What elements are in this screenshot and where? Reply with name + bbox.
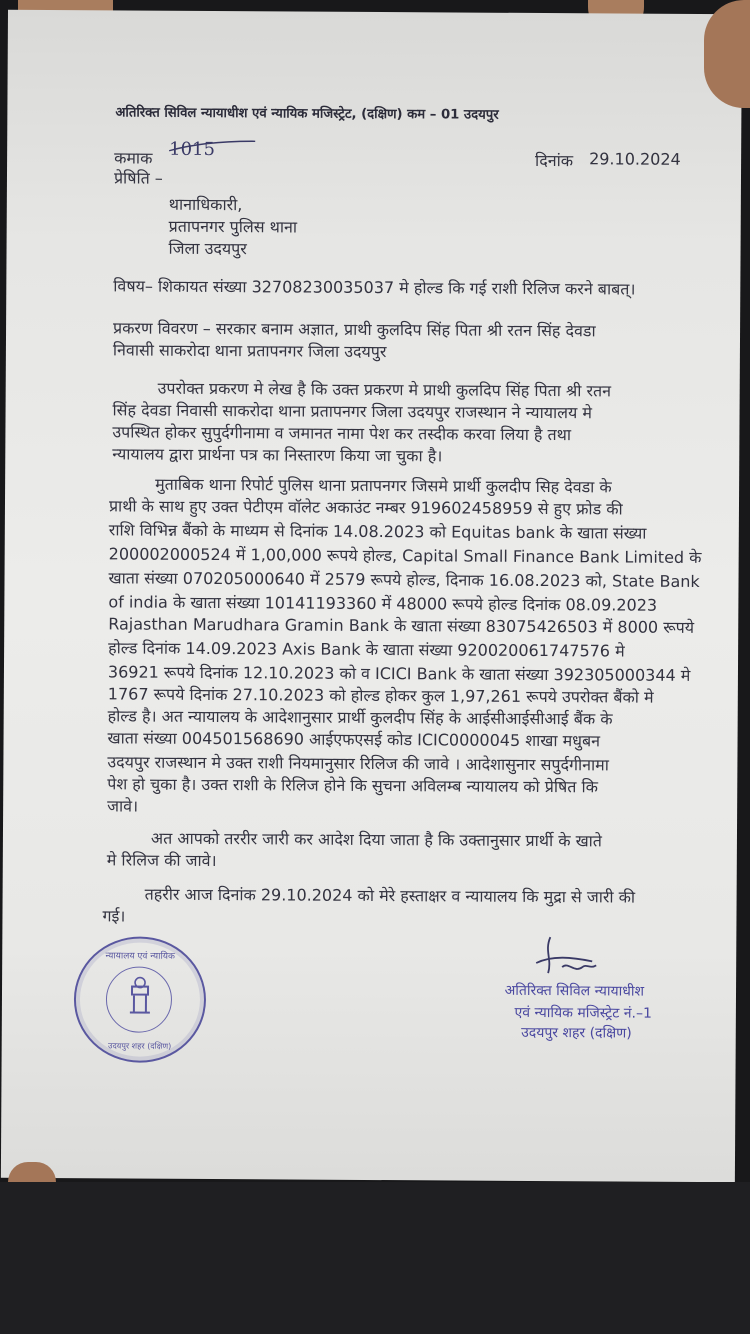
recipient-line1: थानाधिकारी, <box>168 194 243 215</box>
para2-line: खाता संख्या 070205000640 में 2579 रूपये होल्ड, दिनाक 16.08.2023 को, State Bank <box>108 568 700 591</box>
seal-inner-ring <box>106 966 172 1032</box>
para2-line: होल्ड दिनांक 14.09.2023 Axis Bank के खाता संख्या 920020061747576 मे <box>108 638 625 661</box>
recipient-line2: प्रतापनगर पुलिस थाना <box>168 216 298 237</box>
para2-line: राशि विभिन्न बैंको के माध्यम से दिनांक 14.08.2023 को Equitas bank के खाता संख्या <box>108 520 647 543</box>
para1-line: सिंह देवडा निवासी साकरोदा थाना प्रतापनगर जिला उदयपुर राजस्थान ने न्यायालय मे <box>112 400 593 423</box>
para2-line: उदयपुर राजस्थान मे उक्त राशी नियमानुसार रिलिज की जावे । आदेशासुनार सपुर्दगीनामा <box>107 752 609 775</box>
court-letter <box>1 10 742 1182</box>
para1-line: उपस्थित होकर सुपुर्दगीनामा व जमानत नामा पेश कर तस्दीक करवा लिया है तथा <box>112 422 572 445</box>
para4-line: तहरीर आज दिनांक 29.10.2024 को मेरे हस्ताक्षर व न्यायालय कि मुद्रा से जारी की <box>144 884 636 907</box>
para2-line: 1767 रूपये दिनांक 27.10.2023 को होल्ड होकर कुल 1,97,261 रूपये उपरोक्त बैंको मे <box>107 684 654 707</box>
para2-line: of india के खाता संख्या 10141193360 में 48000 रूपये होल्ड दिनांक 08.09.2023 <box>108 592 658 615</box>
para2-line: 36921 रूपये दिनांक 12.10.2023 को व ICICI Bank के खाता संख्या 392305000344 मे <box>107 662 691 685</box>
para2-line: Rajasthan Marudhara Gramin Bank के खाता संख्या 83075426503 में 8000 रूपये <box>108 614 695 637</box>
para2-line: 200002000524 में 1,00,000 रूपये होल्ड, Capital Small Finance Bank Limited के <box>108 544 702 568</box>
para2-line: जावे। <box>107 796 139 816</box>
para3-line: अत आपको तररीर जारी कर आदेश दिया जाता है कि उक्तानुसार प्रार्थी के खाते <box>150 828 603 851</box>
para2-line: खाता संख्या 004501568690 आईएफएसई कोड ICIC0000045 शाखा मधुबन <box>107 728 601 751</box>
para2-line: पेश हो चुका है। उक्त राशी के रिलिज होने कि सुचना अविलम्ब न्यायालय को प्रेषित कि <box>107 774 598 797</box>
stamp-line1: अतिरिक्त सिविल न्यायाधीश <box>504 982 645 1000</box>
stamp-line3: उदयपुर शहर (दक्षिण) <box>521 1024 632 1042</box>
svg-text:उदयपुर शहर (दक्षिण): उदयपुर शहर (दक्षिण) <box>108 1041 172 1051</box>
svg-text:न्यायालय एवं न्यायिक: न्यायालय एवं न्यायिक <box>105 951 175 962</box>
recipient-line3: जिला उदयपुर <box>168 238 247 259</box>
para3-line: मे रिलिज की जावे। <box>106 850 217 871</box>
ref-number: 1015 <box>169 138 216 161</box>
para2-line: प्राथी के साथ हुए उक्त पेटीएम वॉलेट अकाउंट नम्बर 919602458959 से हुए फ्रोड की <box>108 496 623 519</box>
underline-scribble <box>167 139 257 156</box>
case-details-line: निवासी साकरोदा थाना प्रतापनगर जिला उदयपुर <box>112 340 387 362</box>
right-thumb <box>704 0 750 108</box>
case-text: प्रकरण विवरण – सरकार बनाम अज्ञात, प्राथी कुलदिप सिंह पिता श्री रतन सिंह देवडा <box>113 318 596 341</box>
stamp-line2: एवं न्यायिक मजिस्ट्रेट नं.–1 <box>514 1004 652 1022</box>
para2-line: मुताबिक थाना रिपोर्ट पुलिस थाना प्रतापनगर जिसमे प्रार्थी कुलदीप सिह देवडा के <box>155 474 612 497</box>
letter-date: 29.10.2024 <box>589 149 681 169</box>
date-label: दिनांक <box>535 150 574 171</box>
para4-line: गई। <box>102 906 126 926</box>
recipient-prefix: प्रेषिति – <box>113 168 163 188</box>
para1-line: उपरोक्त प्रकरण मे लेख है कि उक्त प्रकरण मे प्राथी कुलदिप सिंह पिता श्री रतन <box>157 378 612 401</box>
subject-line: विषय– शिकायत संख्या 32708230035037 मे होल्ड कि गई राशी रिलिज करने बाबत्। <box>113 276 636 299</box>
letter-heading: अतिरिक्त सिविल न्यायाधीश एवं न्यायिक मजिस्ट्रेट, (दक्षिण) कम – 01 उदयपुर <box>115 105 499 123</box>
para1-line: न्यायालय द्वारा प्रार्थना पत्र का निस्तारण किया जा चुका है। <box>112 444 443 466</box>
para2-line: होल्ड है। अत न्यायालय के आदेशानुसार प्रार्थी कुलदीप सिंह के आईसीआईसीआई बैंक के <box>107 706 613 729</box>
ref-label: कमाक <box>114 148 153 168</box>
court-seal <box>74 936 207 1063</box>
signature <box>522 933 602 981</box>
